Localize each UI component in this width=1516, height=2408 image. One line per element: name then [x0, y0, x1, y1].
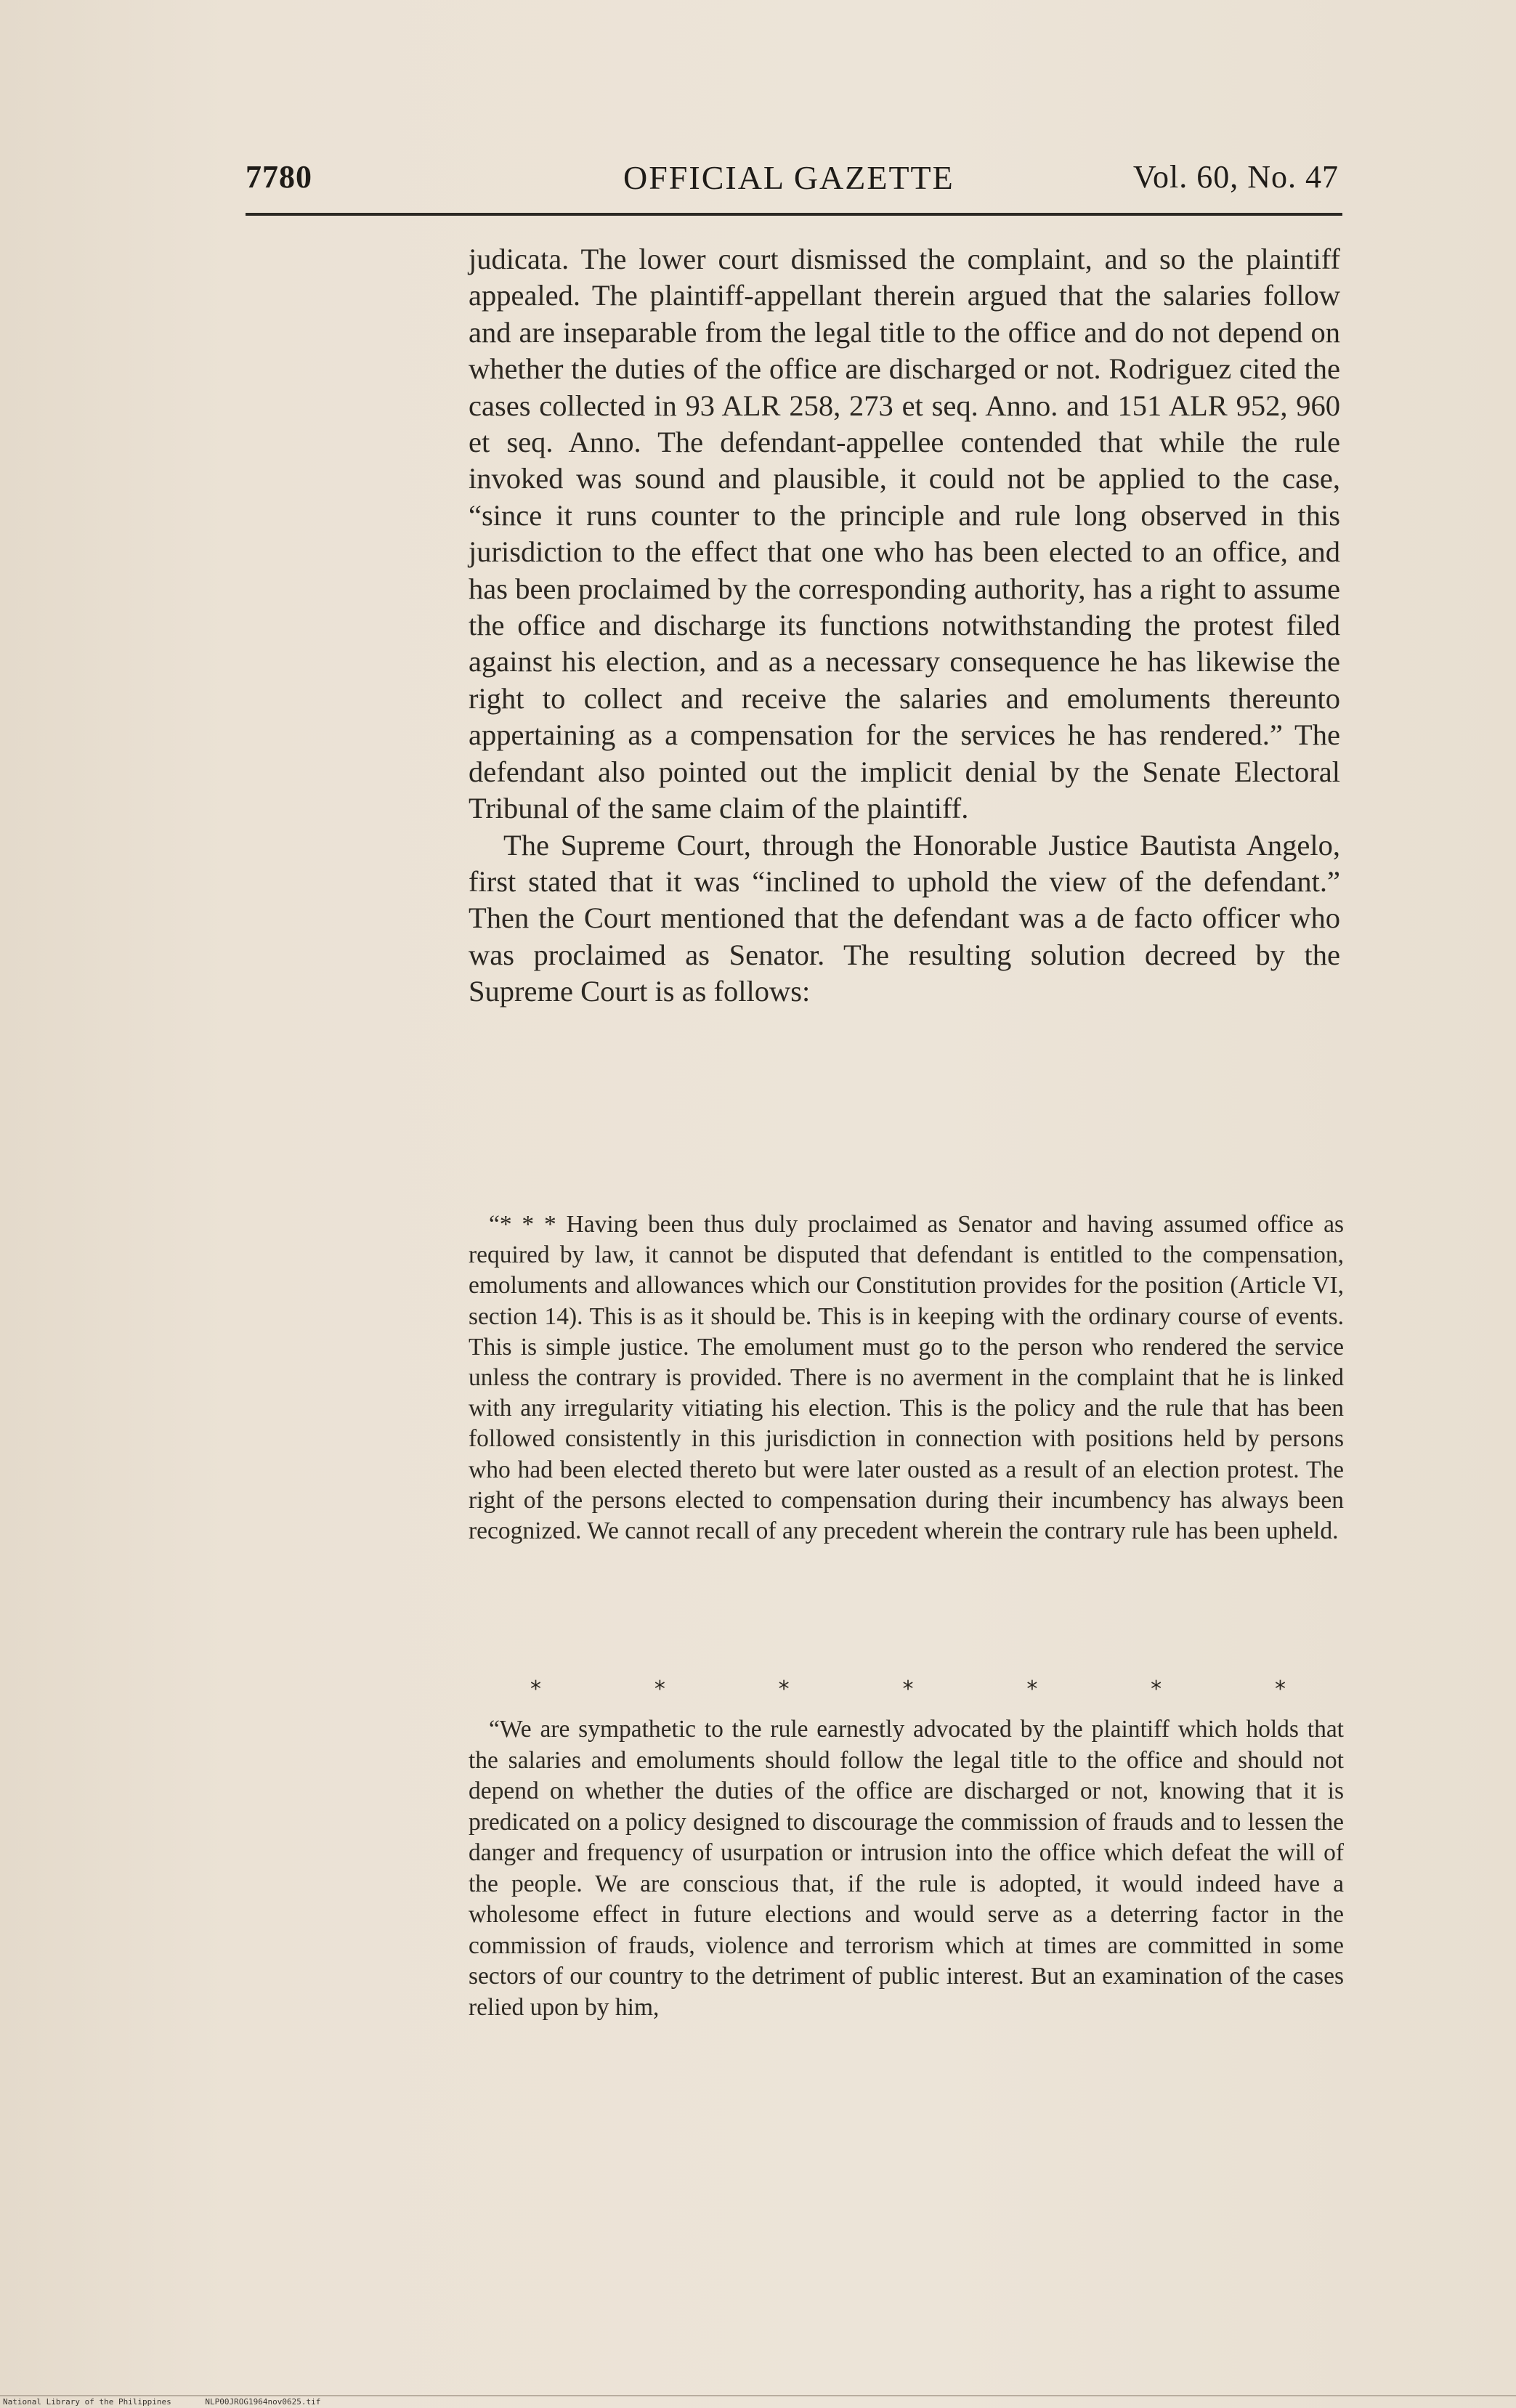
separator-star: *	[1151, 1677, 1162, 1702]
separator-star: *	[1026, 1677, 1038, 1702]
separator-star: *	[1274, 1677, 1286, 1702]
scan-filename: NLP00JROG1964nov0625.tif	[205, 2397, 321, 2407]
quote-1-text: “* * * Having been thus duly proclaimed as Senator and having assumed office as required by law, it cannot be disputed that defendant is entitled to the compensation, emoluments and allowances which our Constitution provides for the position (Article VI, section 14). This is as it should be. This is in keeping with the ordinary course of events. This is simple justice. The emolument must go to the person who rendered the service unless the contrary is provided. There is no averment in the complaint that he is linked with any irregularity vitiating his election. This is the policy and the rule that has been followed consistently in this jurisdiction in connection with positions held by persons who had been elected thereto but were later ousted as a result of an election protest. The right of the persons elected to compensation during their incumbency has always been recognized. We cannot recall of any precedent wherein the contrary rule has been upheld.	[469, 1211, 1344, 1545]
separator-star: *	[778, 1677, 790, 1702]
publication-title: OFFICIAL GAZETTE	[623, 159, 954, 196]
quoted-passage-1	[469, 1209, 1344, 1546]
body-paragraph-2: The Supreme Court, through the Honorable Justice Bautista Angelo, first stated that it was “inclined to uphold the view of the defendant.” Then the Court mentioned that the defendant was a de facto officer who was proclaimed as Senator. The resulting solution decreed by the Supreme Court is as follows:	[469, 828, 1340, 1008]
main-text	[469, 241, 1340, 1010]
ellipsis-separator	[530, 1677, 1286, 1702]
header-rule	[246, 213, 1342, 216]
separator-star: *	[530, 1677, 541, 1702]
separator-star: *	[654, 1677, 665, 1702]
volume-number: Vol. 60, No. 47	[1132, 159, 1339, 195]
body-paragraph-1: judicata. The lower court dismissed the complaint, and so the plaintiff appealed. The plaintiff-appellant therein argued that the salaries follow and are inseparable from the legal title to the office and do not depend on whether the duties of the office are discharged or not. Rodriguez cited the cases collected in 93 ALR 258, 273 et seq. Anno. and 151 ALR 952, 960 et seq. Anno. The defendant-appellee contended that while the rule invoked was sound and plausible, it could not be applied to the case, “since it runs counter to the principle and rule long observed in this jurisdiction to the effect that one who has been elected to an office, and has been proclaimed by the corresponding authority, has a right to assume the office and discharge its functions notwithstanding the protest filed against his election, and as a necessary consequence he has likewise the right to collect and receive the salaries and emoluments thereunto appertaining as a compensation for the services he has rendered.” The defendant also pointed out the implicit denial by the Senate Electoral Tribunal of the same claim of the plaintiff.	[469, 243, 1340, 825]
quote-2-text: “We are sympathetic to the rule earnestly advocated by the plaintiff which holds that the salaries and emoluments should follow the legal title to the office and should not depend on whether the duties of the office are discharged or not, knowing that it is predicated on a policy designed to discourage the commission of frauds and to lessen the danger and frequency of usurpation or intrusion into the office which defeat the will of the people. We are conscious that, if the rule is adopted, it would indeed have a wholesome effect in future elections and would serve as a deterring factor in the commission of frauds, violence and terrorism which at times are committed in some sectors of our country to the detriment of public interest. But an examination of the cases relied upon by him,	[469, 1716, 1344, 2021]
scan-footer	[3, 2397, 320, 2407]
separator-star: *	[902, 1677, 914, 1702]
page-header	[246, 154, 1339, 203]
quoted-passage-2	[469, 1714, 1344, 2023]
page-number: 7780	[246, 159, 312, 195]
footer-divider	[0, 2395, 1516, 2396]
library-credit: National Library of the Philippines	[3, 2397, 171, 2407]
